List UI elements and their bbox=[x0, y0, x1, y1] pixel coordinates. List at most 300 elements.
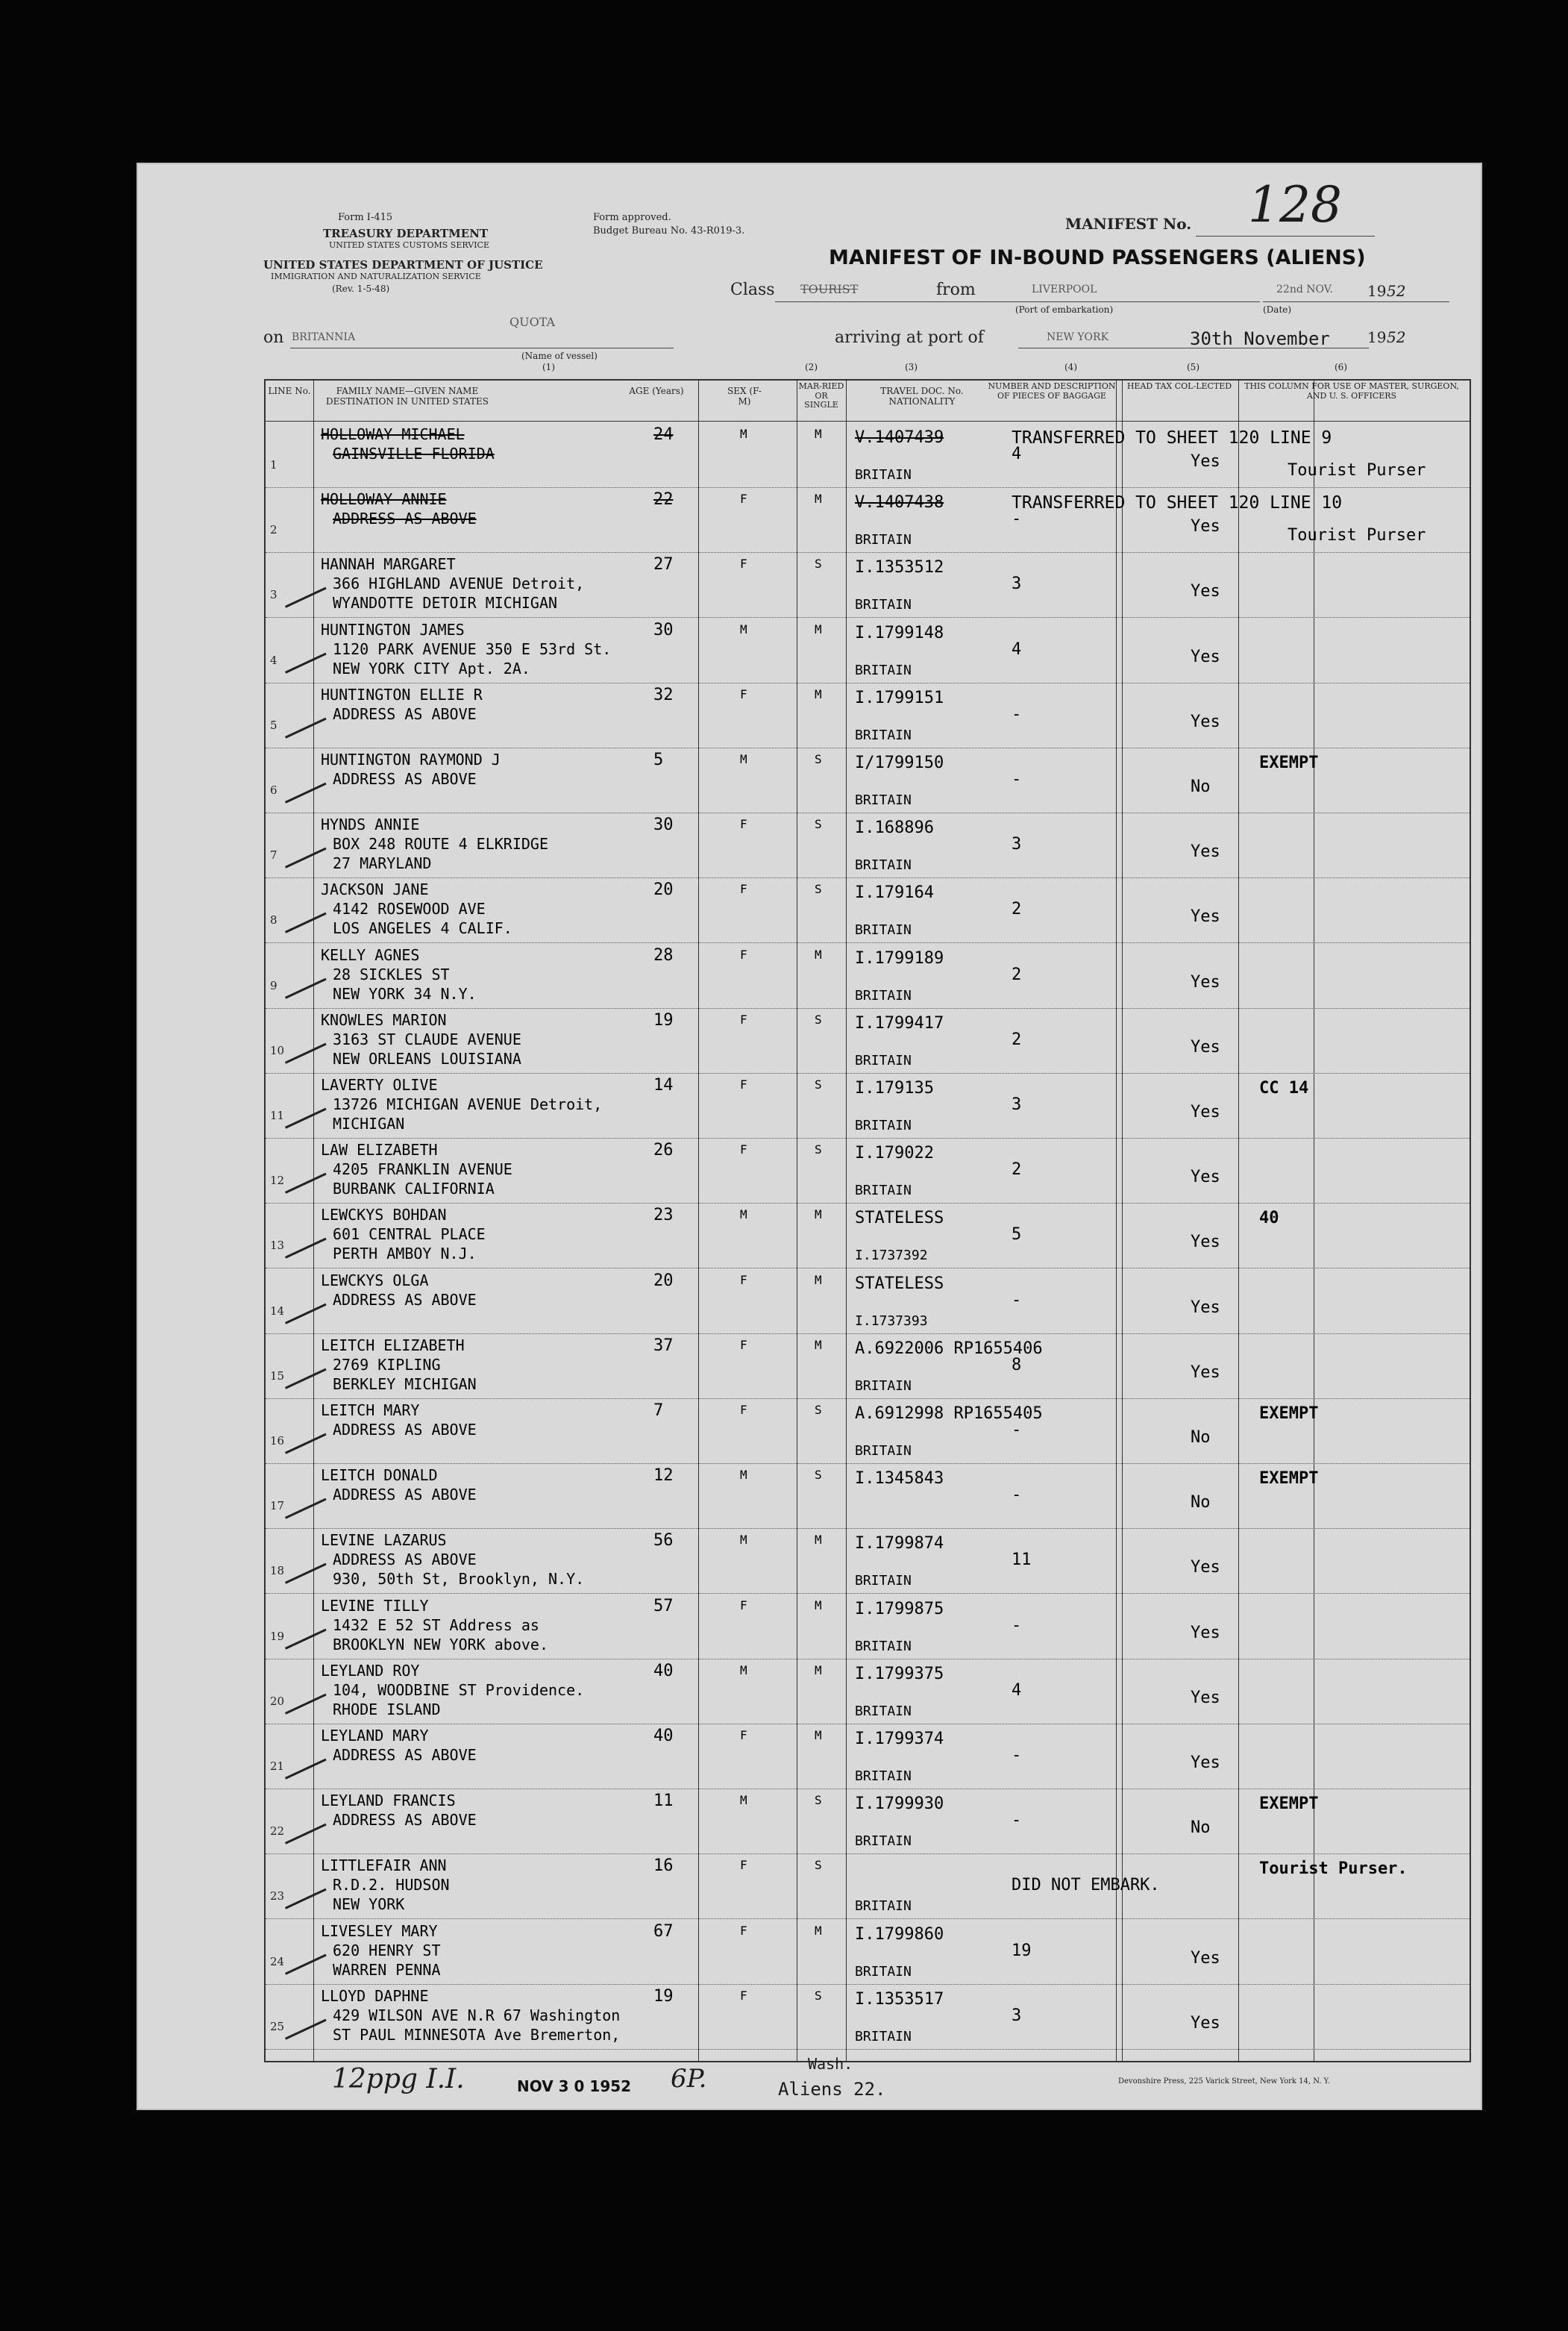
row-marital-status: M bbox=[815, 1337, 822, 1352]
row-sex: F bbox=[740, 1923, 747, 1938]
date-caption: (Date) bbox=[1263, 304, 1292, 315]
row-destination: 3163 ST CLAUDE AVENUE bbox=[333, 1030, 521, 1048]
row-marital-status: M bbox=[815, 1662, 822, 1677]
row-family-name: HOLLOWAY ANNIE bbox=[321, 490, 447, 509]
table-row bbox=[266, 1268, 1470, 1334]
row-sex: F bbox=[740, 947, 747, 962]
row-line-number: 3 bbox=[270, 588, 277, 602]
row-travel-doc: V.1407439 bbox=[855, 428, 944, 447]
row-officer-note: Tourist Purser. bbox=[1259, 1859, 1408, 1879]
row-destination: ADDRESS AS ABOVE bbox=[333, 1486, 477, 1504]
row-family-name: LEYLAND MARY bbox=[321, 1727, 429, 1745]
manifest-no-label: MANIFEST No. bbox=[1065, 215, 1192, 233]
row-baggage: 8 bbox=[1012, 1355, 1022, 1374]
row-destination-2: PERTH AMBOY N.J. bbox=[333, 1245, 477, 1263]
row-travel-doc: I.168896 bbox=[855, 819, 934, 838]
aliens-count: Aliens 22. bbox=[778, 2079, 886, 2100]
row-family-name: LEYLAND ROY bbox=[321, 1661, 420, 1680]
check-mark bbox=[279, 770, 326, 803]
row-sex: F bbox=[740, 882, 747, 897]
row-age: 57 bbox=[653, 1596, 674, 1615]
row-travel-doc: I.1799417 bbox=[855, 1013, 944, 1033]
check-mark bbox=[279, 575, 326, 608]
row-head-tax: Yes bbox=[1191, 1168, 1220, 1187]
row-family-name: LEITCH ELIZABETH bbox=[321, 1336, 465, 1354]
row-baggage: - bbox=[1012, 1421, 1022, 1439]
row-destination-2: ST PAUL MINNESOTA Ave Bremerton, bbox=[333, 2025, 621, 2044]
row-destination-2: MICHIGAN bbox=[333, 1115, 405, 1133]
manifest-number: 128 bbox=[1248, 176, 1342, 234]
table-row bbox=[266, 1203, 1470, 1268]
row-nationality: I.1737393 bbox=[855, 1312, 928, 1329]
row-officer-note: EXEMPT bbox=[1259, 754, 1319, 772]
row-line-number: 2 bbox=[270, 523, 277, 537]
row-travel-doc: A.6912998 RP1655405 bbox=[855, 1404, 1043, 1423]
year-prefix-1: 19 bbox=[1367, 282, 1387, 300]
row-family-name: JACKSON JANE bbox=[321, 880, 429, 899]
row-marital-status: M bbox=[815, 1923, 822, 1938]
row-sex: F bbox=[740, 1337, 747, 1352]
col-num-4: (4) bbox=[1064, 362, 1077, 372]
year-value-1: 52 bbox=[1387, 282, 1406, 300]
row-head-tax: No bbox=[1191, 777, 1211, 796]
row-travel-doc: I.1353512 bbox=[855, 558, 944, 578]
check-mark bbox=[279, 1616, 326, 1649]
row-line-number: 4 bbox=[270, 653, 277, 667]
row-head-tax: Yes bbox=[1191, 1037, 1220, 1057]
row-destination: R.D.2. HUDSON bbox=[333, 1876, 450, 1894]
check-mark bbox=[279, 1356, 326, 1389]
col-header-sex: SEX (F-M) bbox=[727, 386, 762, 407]
row-age: 22 bbox=[653, 490, 674, 510]
row-nationality: I.1737392 bbox=[855, 1248, 928, 1264]
check-mark bbox=[279, 1942, 326, 1974]
row-baggage: 4 bbox=[1012, 1680, 1022, 1700]
vessel-value: BRITANNIA bbox=[292, 331, 356, 343]
row-destination: 366 HIGHLAND AVENUE Detroit, bbox=[333, 575, 585, 593]
check-mark bbox=[279, 1811, 326, 1844]
row-nationality: BRITAIN bbox=[855, 922, 912, 939]
check-mark bbox=[279, 1681, 326, 1714]
row-marital-status: S bbox=[815, 817, 822, 832]
row-line-number: 7 bbox=[270, 848, 277, 863]
row-family-name: LEVINE TILLY bbox=[321, 1596, 429, 1615]
row-age: 23 bbox=[653, 1206, 674, 1225]
row-officer-note-2: Tourist Purser bbox=[1288, 526, 1426, 545]
customs-label: UNITED STATES CUSTOMS SERVICE bbox=[329, 240, 489, 250]
table-row bbox=[266, 748, 1470, 813]
row-baggage: 3 bbox=[1012, 2006, 1022, 2025]
row-sex: F bbox=[740, 1272, 747, 1287]
row-head-tax: Yes bbox=[1191, 647, 1220, 666]
row-destination-2: WYANDOTTE DETOIR MICHIGAN bbox=[333, 594, 558, 613]
row-destination-2: LOS ANGELES 4 CALIF. bbox=[333, 919, 512, 938]
check-mark bbox=[279, 705, 326, 738]
row-family-name: LIVESLEY MARY bbox=[321, 1921, 438, 1940]
row-sex: F bbox=[740, 557, 747, 572]
row-age: 12 bbox=[653, 1466, 674, 1486]
row-line-number: 21 bbox=[270, 1759, 285, 1773]
row-travel-doc: I.1799148 bbox=[855, 623, 944, 642]
row-destination: ADDRESS AS ABOVE bbox=[333, 1746, 477, 1764]
row-baggage: - bbox=[1012, 1615, 1022, 1635]
row-travel-doc: STATELESS bbox=[855, 1209, 944, 1228]
row-age: 40 bbox=[653, 1661, 674, 1680]
row-marital-status: M bbox=[815, 686, 822, 701]
row-head-tax: Yes bbox=[1191, 582, 1220, 601]
row-head-tax: No bbox=[1191, 1493, 1211, 1512]
row-nationality: BRITAIN bbox=[855, 597, 912, 613]
row-marital-status: S bbox=[815, 882, 822, 897]
check-mark bbox=[279, 966, 326, 998]
row-sex: F bbox=[740, 1598, 747, 1612]
col-header-line: LINE No. bbox=[268, 386, 311, 396]
row-nationality: BRITAIN bbox=[855, 1768, 912, 1784]
table-row bbox=[266, 1659, 1470, 1724]
row-family-name: HANNAH MARGARET bbox=[321, 555, 456, 574]
row-travel-doc: I.1799930 bbox=[855, 1795, 944, 1814]
row-age: 26 bbox=[653, 1141, 674, 1160]
row-head-tax: Yes bbox=[1191, 907, 1220, 927]
table-row bbox=[266, 1594, 1470, 1659]
col-header-tax: HEAD TAX COL-LECTED bbox=[1126, 381, 1232, 391]
table-row bbox=[266, 1984, 1470, 2050]
row-baggage: - bbox=[1012, 1746, 1022, 1765]
row-baggage: 2 bbox=[1012, 900, 1022, 919]
row-nationality: BRITAIN bbox=[855, 792, 912, 808]
row-officer-note: EXEMPT bbox=[1259, 1469, 1319, 1489]
row-nationality: BRITAIN bbox=[855, 1377, 912, 1394]
class-label: Class bbox=[730, 281, 775, 299]
treasury-label: TREASURY DEPARTMENT bbox=[323, 227, 489, 240]
table-row bbox=[266, 1789, 1470, 1854]
row-head-tax: Yes bbox=[1191, 1298, 1220, 1317]
row-destination-2: NEW ORLEANS LOUISIANA bbox=[333, 1049, 521, 1068]
table-row bbox=[266, 1724, 1470, 1789]
row-family-name: HUNTINGTON JAMES bbox=[321, 620, 465, 639]
row-destination-2: WARREN PENNA bbox=[333, 1960, 441, 1979]
row-destination: 601 CENTRAL PLACE bbox=[333, 1225, 486, 1244]
table-row bbox=[266, 552, 1470, 618]
row-line-number: 17 bbox=[270, 1499, 285, 1513]
row-age: 20 bbox=[653, 1271, 674, 1290]
row-nationality: BRITAIN bbox=[855, 857, 912, 874]
row-nationality: BRITAIN bbox=[855, 2028, 912, 2044]
row-family-name: LEYLAND FRANCIS bbox=[321, 1792, 456, 1810]
table-row bbox=[266, 1398, 1470, 1464]
row-line-number: 22 bbox=[270, 1824, 285, 1839]
row-head-tax: Yes bbox=[1191, 2013, 1220, 2033]
row-line-number: 20 bbox=[270, 1694, 285, 1708]
row-baggage: 3 bbox=[1012, 835, 1022, 854]
row-baggage: - bbox=[1012, 1290, 1022, 1310]
row-marital-status: S bbox=[815, 1077, 822, 1092]
row-officer-note: TRANSFERRED TO SHEET 120 LINE 9 bbox=[1012, 428, 1332, 448]
check-mark bbox=[279, 1486, 326, 1518]
row-line-number: 24 bbox=[270, 1954, 285, 1968]
row-family-name: LEWCKYS BOHDAN bbox=[321, 1206, 447, 1224]
check-mark bbox=[279, 1746, 326, 1779]
row-sex: M bbox=[740, 427, 747, 441]
check-mark bbox=[279, 1030, 326, 1063]
table-row bbox=[266, 1138, 1470, 1204]
row-head-tax: Yes bbox=[1191, 1948, 1220, 1968]
table-row bbox=[266, 1333, 1470, 1399]
row-line-number: 15 bbox=[270, 1368, 285, 1383]
row-family-name: LAW ELIZABETH bbox=[321, 1141, 438, 1160]
row-age: 37 bbox=[653, 1336, 674, 1355]
row-head-tax: Yes bbox=[1191, 1233, 1220, 1252]
row-destination: ADDRESS AS ABOVE bbox=[333, 704, 477, 723]
col-num-3: (3) bbox=[905, 362, 918, 372]
budget-label: Budget Bureau No. 43-R019-3. bbox=[593, 225, 745, 237]
row-destination-2: 930, 50th St, Brooklyn, N.Y. bbox=[333, 1570, 585, 1589]
row-age: 28 bbox=[653, 945, 674, 965]
row-destination-2: BERKLEY MICHIGAN bbox=[333, 1374, 477, 1393]
row-destination: 1120 PARK AVENUE 350 E 53rd St. bbox=[333, 639, 612, 658]
col-header-travel: TRAVEL DOC. No. NATIONALITY bbox=[880, 386, 964, 407]
row-travel-doc: I.1799151 bbox=[855, 688, 944, 707]
row-destination: ADDRESS AS ABOVE bbox=[333, 1421, 477, 1439]
row-marital-status: S bbox=[815, 1858, 822, 1873]
rev-label: (Rev. 1-5-48) bbox=[332, 284, 390, 294]
row-baggage: - bbox=[1012, 1486, 1022, 1505]
table-row bbox=[266, 422, 1470, 488]
row-family-name: LEITCH DONALD bbox=[321, 1466, 438, 1485]
row-travel-doc: I.1799874 bbox=[855, 1534, 944, 1554]
row-age: 27 bbox=[653, 555, 674, 575]
check-mark bbox=[279, 1421, 326, 1454]
row-baggage: 2 bbox=[1012, 1030, 1022, 1049]
row-nationality: BRITAIN bbox=[855, 1703, 912, 1719]
row-age: 19 bbox=[653, 1986, 674, 2006]
row-sex: F bbox=[740, 492, 747, 507]
row-age: 30 bbox=[653, 816, 674, 835]
row-marital-status: S bbox=[815, 752, 822, 766]
row-line-number: 13 bbox=[270, 1239, 285, 1253]
row-baggage: 4 bbox=[1012, 445, 1022, 463]
col-num-5: (5) bbox=[1187, 362, 1199, 372]
row-line-number: 11 bbox=[270, 1109, 285, 1122]
row-travel-doc: I.1345843 bbox=[855, 1469, 944, 1489]
row-destination: ADDRESS AS ABOVE bbox=[333, 1811, 477, 1830]
row-baggage: 2 bbox=[1012, 965, 1022, 984]
row-marital-status: M bbox=[815, 1272, 822, 1287]
row-nationality: BRITAIN bbox=[855, 1183, 912, 1199]
table-row bbox=[266, 813, 1470, 878]
wash-text: Wash. bbox=[808, 2055, 853, 2073]
row-travel-doc: A.6922006 RP1655406 bbox=[855, 1339, 1043, 1358]
row-destination: GAINSVILLE FLORIDA bbox=[333, 445, 495, 463]
row-travel-doc: I.179164 bbox=[855, 883, 934, 903]
row-destination: 1432 E 52 ST Address as bbox=[333, 1615, 539, 1634]
row-marital-status: S bbox=[815, 1793, 822, 1808]
manifest-title: MANIFEST OF IN-BOUND PASSENGERS (ALIENS) bbox=[829, 246, 1366, 269]
row-family-name: LITTLEFAIR ANN bbox=[321, 1856, 447, 1875]
row-age: 32 bbox=[653, 685, 674, 704]
quota-label: QUOTA bbox=[509, 315, 556, 329]
row-baggage: 19 bbox=[1012, 1941, 1032, 1960]
row-marital-status: M bbox=[815, 1207, 822, 1222]
row-destination: 4205 FRANKLIN AVENUE bbox=[333, 1160, 512, 1179]
row-destination-2: 27 MARYLAND bbox=[333, 854, 432, 873]
arrival-date: 30th November bbox=[1190, 328, 1330, 349]
row-sex: F bbox=[740, 1142, 747, 1157]
port-value: NEW YORK bbox=[1047, 331, 1109, 343]
row-sex: M bbox=[740, 752, 747, 766]
row-destination-2: NEW YORK CITY Apt. 2A. bbox=[333, 659, 530, 678]
check-mark bbox=[279, 1877, 326, 1909]
row-marital-status: M bbox=[815, 1533, 822, 1548]
check-mark bbox=[279, 1160, 326, 1193]
row-family-name: LAVERTY OLIVE bbox=[321, 1076, 438, 1094]
col-header-age: AGE (Years) bbox=[629, 386, 684, 396]
row-travel-doc: V.1407438 bbox=[855, 493, 944, 513]
row-officer-note: TRANSFERRED TO SHEET 120 LINE 10 bbox=[1012, 493, 1343, 513]
ins-label: IMMIGRATION AND NATURALIZATION SERVICE bbox=[271, 272, 481, 281]
row-line-number: 14 bbox=[270, 1304, 285, 1318]
row-line-number: 6 bbox=[270, 783, 277, 797]
row-nationality: BRITAIN bbox=[855, 1052, 912, 1068]
row-age: 5 bbox=[653, 751, 664, 769]
row-sex: F bbox=[740, 1728, 747, 1742]
row-baggage: 3 bbox=[1012, 575, 1022, 594]
row-travel-doc: I.179135 bbox=[855, 1079, 934, 1098]
row-head-tax: Yes bbox=[1191, 842, 1220, 862]
check-mark bbox=[279, 1291, 326, 1324]
row-head-tax: Yes bbox=[1191, 1688, 1220, 1707]
row-family-name: HOLLOWAY MICHAEL bbox=[321, 425, 465, 443]
row-officer-note-2: Tourist Purser bbox=[1288, 461, 1426, 480]
justice-label: UNITED STATES DEPARTMENT OF JUSTICE bbox=[263, 258, 543, 272]
row-marital-status: S bbox=[815, 1142, 822, 1157]
form-number: Form I-415 bbox=[338, 212, 393, 223]
row-marital-status: M bbox=[815, 427, 822, 441]
check-mark bbox=[279, 901, 326, 933]
table-row bbox=[266, 1528, 1470, 1594]
row-baggage: - bbox=[1012, 1811, 1022, 1830]
table-row bbox=[266, 1853, 1470, 1919]
row-sex: F bbox=[740, 1403, 747, 1417]
table-row bbox=[266, 877, 1470, 943]
row-family-name: HUNTINGTON RAYMOND J bbox=[321, 751, 501, 769]
row-sex: M bbox=[740, 1533, 747, 1548]
on-label: on bbox=[263, 328, 284, 347]
check-mark bbox=[279, 640, 326, 673]
row-sex: F bbox=[740, 1077, 747, 1092]
row-travel-doc: I.179022 bbox=[855, 1144, 934, 1163]
date-value: 22nd NOV. bbox=[1276, 284, 1333, 295]
table-row bbox=[266, 1073, 1470, 1139]
col-header-married: MAR-RIED OR SINGLE bbox=[798, 381, 844, 410]
row-nationality: BRITAIN bbox=[855, 1833, 912, 1850]
row-line-number: 12 bbox=[270, 1174, 285, 1188]
row-family-name: LLOYD DAPHNE bbox=[321, 1986, 429, 2005]
row-sex: M bbox=[740, 622, 747, 636]
row-head-tax: Yes bbox=[1191, 1753, 1220, 1772]
pages-note: 6P. bbox=[671, 2064, 707, 2094]
check-mark bbox=[279, 1226, 326, 1259]
row-family-name: KNOWLES MARION bbox=[321, 1010, 447, 1029]
row-family-name: LEITCH MARY bbox=[321, 1401, 420, 1419]
row-age: 7 bbox=[653, 1401, 664, 1420]
row-destination: ADDRESS AS ABOVE bbox=[333, 1551, 477, 1569]
row-family-name: LEWCKYS OLGA bbox=[321, 1271, 429, 1289]
row-head-tax: Yes bbox=[1191, 1103, 1220, 1121]
table-row bbox=[266, 618, 1470, 683]
row-head-tax: Yes bbox=[1191, 1558, 1220, 1577]
row-baggage: 3 bbox=[1012, 1095, 1022, 1114]
row-officer-note: 40 bbox=[1259, 1209, 1279, 1228]
row-destination-2: NEW YORK 34 N.Y. bbox=[333, 984, 477, 1003]
row-sex: M bbox=[740, 1207, 747, 1222]
row-baggage: 11 bbox=[1012, 1551, 1032, 1570]
row-officer-note: EXEMPT bbox=[1259, 1795, 1319, 1814]
row-nationality: BRITAIN bbox=[855, 1443, 912, 1459]
row-sex: M bbox=[740, 1793, 747, 1808]
check-mark bbox=[279, 1095, 326, 1128]
row-nationality: BRITAIN bbox=[855, 1638, 912, 1654]
row-baggage: 2 bbox=[1012, 1160, 1022, 1180]
row-travel-doc: STATELESS bbox=[855, 1274, 944, 1293]
row-nationality: BRITAIN bbox=[855, 532, 912, 548]
row-head-tax: Yes bbox=[1191, 1623, 1220, 1642]
row-marital-status: M bbox=[815, 492, 822, 507]
row-destination: 4142 ROSEWOOD AVE bbox=[333, 900, 486, 919]
table-row bbox=[266, 1463, 1470, 1529]
row-sex: F bbox=[740, 1988, 747, 2003]
row-marital-status: M bbox=[815, 1598, 822, 1612]
row-age: 19 bbox=[653, 1010, 674, 1030]
row-head-tax: No bbox=[1191, 1818, 1211, 1838]
row-destination: 28 SICKLES ST bbox=[333, 965, 450, 983]
row-family-name: KELLY AGNES bbox=[321, 945, 420, 964]
row-family-name: LEVINE LAZARUS bbox=[321, 1531, 447, 1550]
row-head-tax: Yes bbox=[1191, 972, 1220, 992]
row-age: 24 bbox=[653, 425, 674, 444]
row-line-number: 1 bbox=[270, 458, 277, 472]
row-destination: ADDRESS AS ABOVE bbox=[333, 770, 477, 788]
row-travel-doc: I.1799374 bbox=[855, 1730, 944, 1748]
row-baggage: - bbox=[1012, 770, 1022, 789]
passenger-table bbox=[264, 379, 1471, 2062]
table-row bbox=[266, 1919, 1470, 1985]
row-destination: 620 HENRY ST bbox=[333, 1941, 441, 1959]
row-line-number: 5 bbox=[270, 718, 277, 732]
year-value-2: 52 bbox=[1387, 328, 1406, 346]
check-mark bbox=[279, 2006, 326, 2039]
row-nationality: BRITAIN bbox=[855, 727, 912, 743]
row-line-number: 23 bbox=[270, 1889, 285, 1903]
table-row bbox=[266, 1008, 1470, 1074]
approved-label: Form approved. bbox=[593, 212, 671, 223]
col-header-officers: THIS COLUMN FOR USE OF MASTER, SURGEON, AND U. S. OFFICERS bbox=[1244, 381, 1459, 401]
row-destination: 429 WILSON AVE N.R 67 Washington bbox=[333, 2006, 621, 2024]
row-age: 30 bbox=[653, 620, 674, 639]
row-marital-status: S bbox=[815, 1403, 822, 1417]
row-destination: ADDRESS AS ABOVE bbox=[333, 510, 477, 528]
row-travel-doc: I.1799375 bbox=[855, 1664, 944, 1683]
row-destination: 2769 KIPLING bbox=[333, 1355, 441, 1374]
row-line-number: 8 bbox=[270, 913, 277, 927]
row-destination: ADDRESS AS ABOVE bbox=[333, 1290, 477, 1309]
row-nationality: BRITAIN bbox=[855, 1573, 912, 1589]
row-age: 56 bbox=[653, 1531, 674, 1551]
row-age: 16 bbox=[653, 1856, 674, 1876]
row-marital-status: S bbox=[815, 1988, 822, 2003]
row-officer-note: EXEMPT bbox=[1259, 1404, 1319, 1423]
row-baggage: 5 bbox=[1012, 1225, 1022, 1245]
